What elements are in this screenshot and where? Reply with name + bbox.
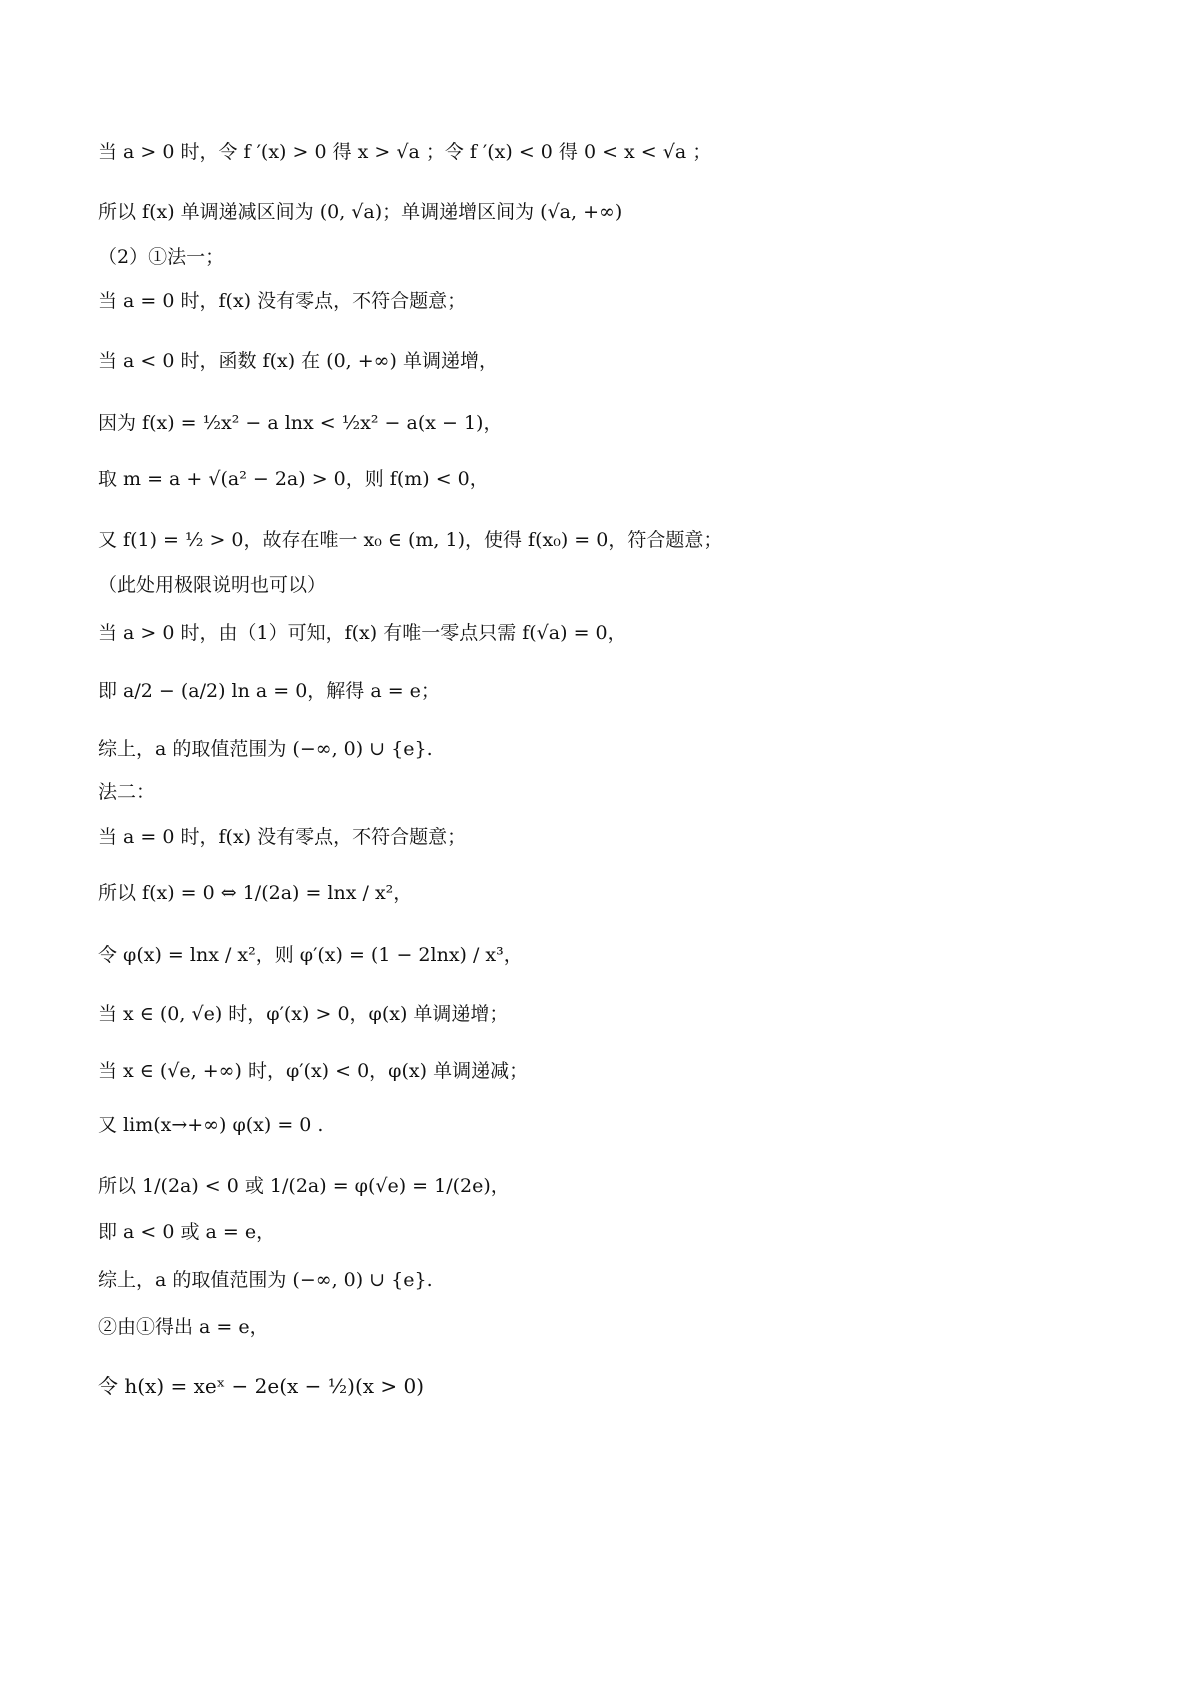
text-line-4: 当 a = 0 时，f(x) 没有零点，不符合题意； [98, 290, 467, 312]
text-line-2: 所以 f(x) 单调递减区间为 (0, √a)；单调递增区间为 (√a, +∞) [98, 201, 623, 223]
text-line-15: 所以 f(x) = 0 ⇔ 1/(2a) = lnx / x²， [98, 882, 413, 904]
text-line-6: 因为 f(x) = ½x² − a lnx < ½x² − a(x − 1)， [98, 412, 503, 434]
text-line-18: 当 x ∈ (√e, +∞) 时，φ′(x) < 0，φ(x) 单调递减； [98, 1060, 529, 1082]
text-line-3: （2）①法一； [98, 246, 225, 268]
text-line-13: 法二： [98, 781, 156, 803]
text-line-10: 当 a > 0 时，由（1）可知，f(x) 有唯一零点只需 f(√a) = 0， [98, 622, 627, 644]
text-line-11: 即 a/2 − (a/2) ln a = 0，解得 a = e； [98, 680, 440, 702]
text-line-14: 当 a = 0 时，f(x) 没有零点，不符合题意； [98, 826, 467, 848]
text-line-23: ②由①得出 a = e， [98, 1316, 269, 1338]
text-line-1: 当 a > 0 时，令 f ′(x) > 0 得 x > √a ；令 f ′(x) < 0 得 0 < x < √a ； [98, 141, 712, 163]
text-line-5: 当 a < 0 时，函数 f(x) 在 (0, +∞) 单调递增， [98, 350, 498, 372]
text-line-9: （此处用极限说明也可以） [98, 574, 327, 596]
text-line-19: 又 lim(x→+∞) φ(x) = 0 . [98, 1114, 324, 1136]
text-line-8: 又 f(1) = ½ > 0，故存在唯一 x₀ ∈ (m, 1)，使得 f(x₀) = 0，符合题意； [98, 529, 723, 551]
text-line-22: 综上，a 的取值范围为 (−∞, 0) ∪ {e}. [98, 1269, 433, 1291]
text-line-16: 令 φ(x) = lnx / x²，则 φ′(x) = (1 − 2lnx) / x³， [98, 944, 523, 966]
text-line-21: 即 a < 0 或 a = e， [98, 1221, 276, 1243]
text-line-12: 综上，a 的取值范围为 (−∞, 0) ∪ {e}. [98, 738, 433, 760]
text-line-20: 所以 1/(2a) < 0 或 1/(2a) = φ(√e) = 1/(2e)， [98, 1175, 510, 1197]
text-line-17: 当 x ∈ (0, √e) 时，φ′(x) > 0，φ(x) 单调递增； [98, 1003, 509, 1025]
text-line-7: 取 m = a + √(a² − 2a) > 0，则 f(m) < 0， [98, 468, 489, 490]
text-line-24: 令 h(x) = xeˣ − 2e(x − ½)(x > 0) [98, 1374, 425, 1398]
